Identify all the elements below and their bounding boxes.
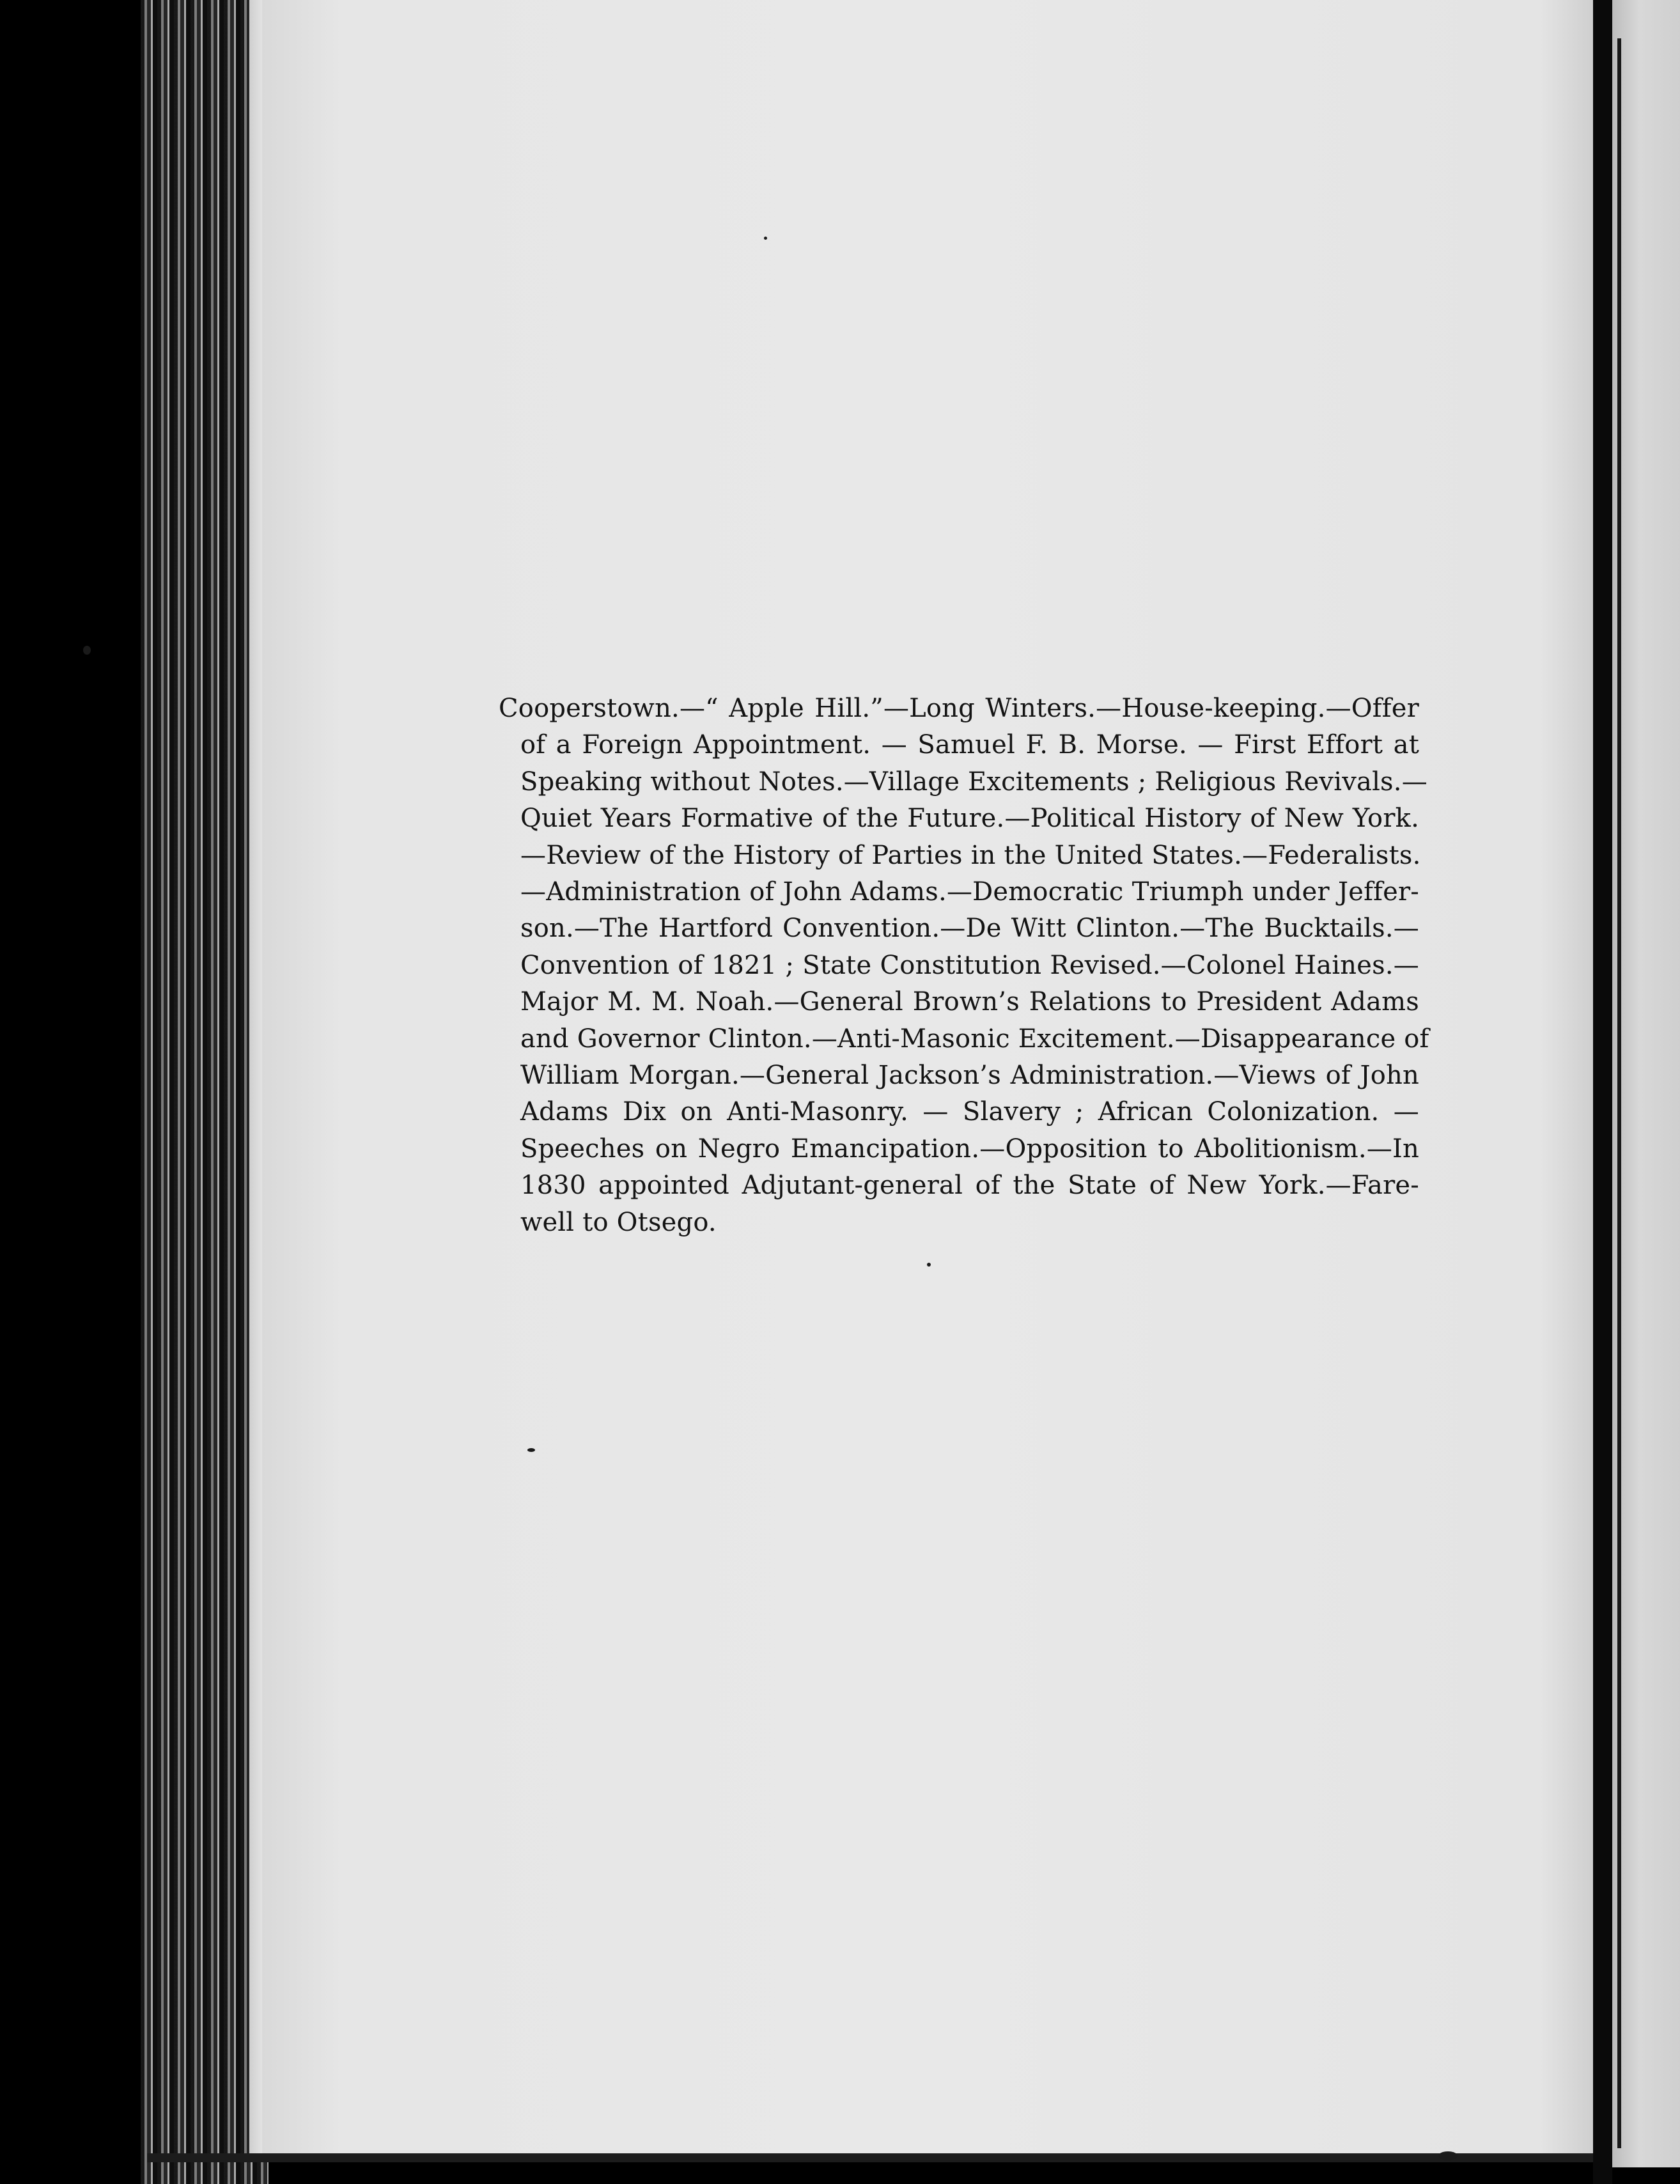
contents-line: and Governor Clinton.—Anti-Masonic Excitement.—Disappearance of <box>520 1024 1429 1054</box>
scan-speck <box>527 1448 535 1452</box>
facing-page <box>1612 0 1680 2167</box>
page-bottom-edge <box>147 2153 1598 2162</box>
contents-line: Speaking without Notes.—Village Excitements ; Religious Revivals.— <box>520 767 1427 797</box>
contents-line: son.—The Hartford Convention.—De Witt Clinton.—The Bucktails.— <box>520 914 1419 944</box>
contents-line: Quiet Years Formative of the Future.—Political History of New York. <box>520 804 1419 834</box>
contents-line: Major M. M. Noah.—General Brown’s Relations to President Adams <box>520 987 1419 1017</box>
contents-line: —Administration of John Adams.—Democratic Triumph under Jeffer- <box>520 877 1419 907</box>
contents-line: Cooperstown.—“ Apple Hill.”—Long Winters.—House-keeping.—Offer <box>499 694 1419 723</box>
contents-line: of a Foreign Appointment. — Samuel F. B. Morse. — First Effort at <box>520 730 1419 760</box>
scan-speck <box>83 646 91 655</box>
scan-speck <box>1438 2151 1458 2160</box>
book-gutter <box>1593 0 1612 2184</box>
facing-page-edge <box>1617 38 1621 2148</box>
scan-speck <box>927 1263 931 1267</box>
contents-line: Adams Dix on Anti-Masonry. — Slavery ; African Colonization. — <box>520 1097 1419 1127</box>
chapter-contents-summary <box>499 690 1429 1241</box>
contents-line: Speeches on Negro Emancipation.—Opposition to Abolitionism.—In <box>520 1134 1419 1164</box>
contents-line: well to Otsego. <box>520 1207 717 1237</box>
scan-speck <box>764 237 767 240</box>
contents-line: 1830 appointed Adjutant-general of the State of New York.—Fare- <box>520 1171 1419 1201</box>
contents-line: Convention of 1821 ; State Constitution Revised.—Colonel Haines.— <box>520 950 1419 980</box>
contents-line: —Review of the History of Parties in the United States.—Federalists. <box>520 840 1421 870</box>
contents-line: William Morgan.—General Jackson’s Administration.—Views of John <box>520 1061 1419 1091</box>
